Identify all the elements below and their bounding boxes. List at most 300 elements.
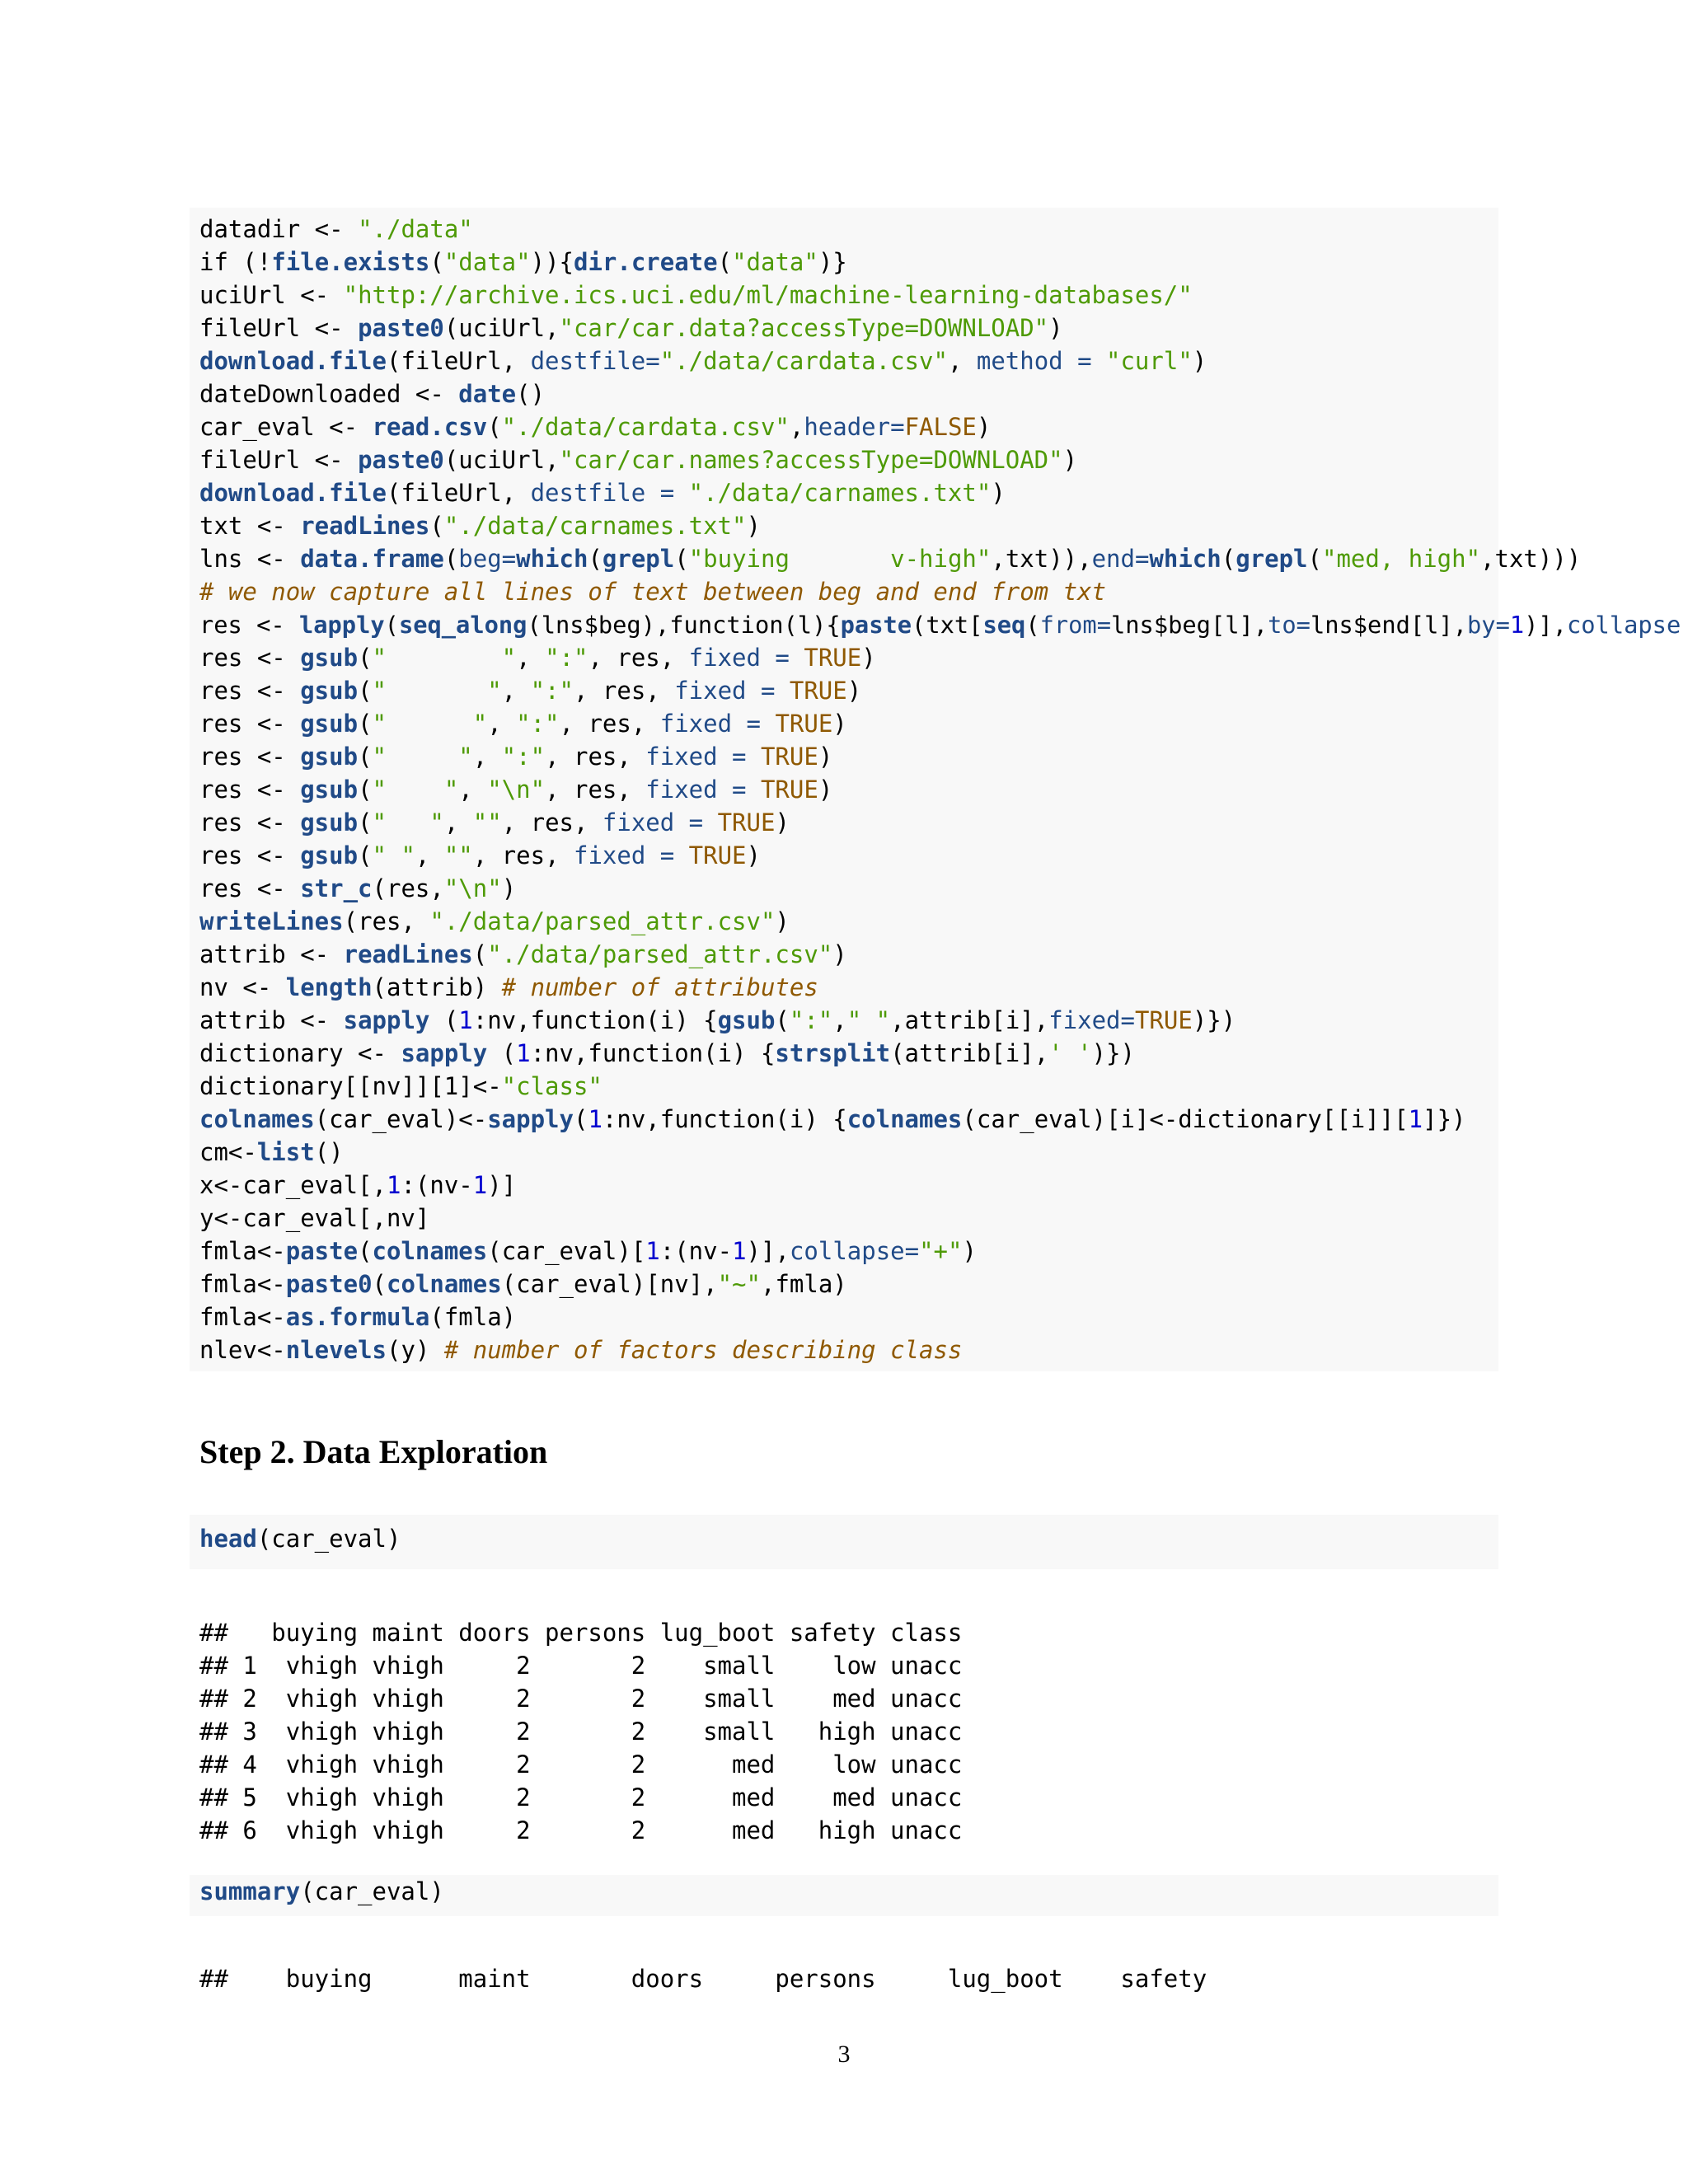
output-line: ## 2 vhigh vhigh 2 2 small med unacc bbox=[199, 1685, 963, 1713]
code-token: "" bbox=[443, 841, 473, 869]
code-token: ) bbox=[962, 1237, 977, 1265]
code-token: ) bbox=[775, 808, 790, 837]
code-token: end= bbox=[1091, 545, 1150, 573]
code-token: sapply bbox=[487, 1105, 574, 1133]
code-token: , bbox=[501, 677, 531, 705]
code-token: length bbox=[285, 973, 373, 1001]
code-token: gsub bbox=[300, 710, 359, 738]
code-token: , bbox=[487, 710, 517, 738]
code-token: 1 bbox=[516, 1039, 531, 1067]
code-token: as.formula bbox=[285, 1303, 430, 1331]
code-token: head bbox=[199, 1525, 257, 1553]
code-token: lns$beg[l], bbox=[1111, 611, 1268, 639]
code-token: attrib <- bbox=[199, 940, 344, 968]
output-line: ## 5 vhigh vhigh 2 2 med med unacc bbox=[199, 1783, 963, 1811]
code-token: uciUrl <- bbox=[199, 281, 344, 309]
code-token: lns <- bbox=[199, 545, 301, 573]
code-token: ) bbox=[991, 479, 1006, 507]
code-token: # number of factors describing class bbox=[443, 1336, 963, 1364]
code-token: FALSE bbox=[904, 413, 977, 441]
code-token: summary bbox=[199, 1877, 301, 1905]
code-token: res <- bbox=[199, 743, 301, 771]
code-token: collapse bbox=[1567, 611, 1681, 639]
code-token: TRUE bbox=[1134, 1006, 1193, 1034]
output-line: ## 6 vhigh vhigh 2 2 med high unacc bbox=[199, 1816, 963, 1844]
code-token: :nv,function(i) { bbox=[472, 1006, 718, 1034]
code-line bbox=[199, 1235, 1498, 1268]
output-line: ## 1 vhigh vhigh 2 2 small low unacc bbox=[199, 1652, 963, 1680]
code-token: paste0 bbox=[358, 446, 444, 474]
code-token: data.frame bbox=[300, 545, 444, 573]
code-token: fixed = bbox=[573, 841, 689, 869]
code-token: " " bbox=[372, 776, 459, 804]
code-token: ) bbox=[775, 907, 790, 935]
code-token: )}) bbox=[1192, 1006, 1236, 1034]
code-token: (car_eval) bbox=[300, 1877, 444, 1905]
code-line bbox=[199, 806, 1498, 839]
code-token: "./data/carnames.txt" bbox=[688, 479, 992, 507]
code-token: destfile= bbox=[530, 347, 660, 375]
code-token: gsub bbox=[300, 841, 359, 869]
code-token: colnames bbox=[372, 1237, 488, 1265]
code-token: dictionary[[nv]][1]<- bbox=[199, 1072, 502, 1100]
code-token: header= bbox=[804, 413, 905, 441]
code-token: , res, bbox=[588, 644, 689, 672]
code-token: cm<- bbox=[199, 1138, 257, 1166]
code-token: ) bbox=[746, 512, 761, 540]
code-token: ( bbox=[588, 545, 603, 573]
code-token: ( bbox=[358, 776, 373, 804]
code-token: dictionary <- bbox=[199, 1039, 401, 1067]
code-token: ( bbox=[384, 611, 399, 639]
code-line bbox=[199, 773, 1498, 806]
code-line bbox=[199, 971, 1498, 1004]
code-token: (fmla) bbox=[429, 1303, 517, 1331]
code-token: colnames bbox=[387, 1270, 502, 1298]
output-line: ## 4 vhigh vhigh 2 2 med low unacc bbox=[199, 1750, 963, 1779]
code-token: ,fmla) bbox=[760, 1270, 847, 1298]
code-token: res <- bbox=[199, 874, 301, 902]
code-token: :nv,function(i) { bbox=[602, 1105, 847, 1133]
code-token: ) bbox=[501, 874, 517, 902]
code-block-summary bbox=[190, 1875, 1498, 1916]
code-token: from= bbox=[1039, 611, 1111, 639]
code-token: TRUE bbox=[717, 808, 776, 837]
code-token: fmla<- bbox=[199, 1237, 286, 1265]
code-token: 1 bbox=[458, 1006, 473, 1034]
section-heading: Step 2. Data Exploration bbox=[199, 1433, 548, 1470]
code-token: ":" bbox=[530, 677, 574, 705]
code-token: , res, bbox=[545, 776, 646, 804]
code-line bbox=[199, 1103, 1498, 1136]
code-line bbox=[199, 443, 1498, 476]
code-token: ' ' bbox=[1048, 1039, 1092, 1067]
code-token: res <- bbox=[199, 644, 301, 672]
code-token: destfile = bbox=[530, 479, 689, 507]
code-line bbox=[199, 1202, 1498, 1235]
code-token: , res, bbox=[559, 710, 660, 738]
code-token: "~" bbox=[717, 1270, 761, 1298]
code-token: list bbox=[256, 1138, 315, 1166]
code-token: "./data/parsed_attr.csv" bbox=[429, 907, 776, 935]
code-token: " " bbox=[372, 710, 488, 738]
code-token: TRUE bbox=[804, 644, 862, 672]
code-token: "./data/cardata.csv" bbox=[659, 347, 948, 375]
code-token: " " bbox=[372, 644, 517, 672]
code-token: ( bbox=[1025, 611, 1040, 639]
code-line bbox=[199, 377, 1498, 410]
code-token: fmla<- bbox=[199, 1303, 286, 1331]
code-token: attrib <- bbox=[199, 1006, 344, 1034]
code-line bbox=[199, 740, 1498, 773]
code-line bbox=[199, 839, 1498, 872]
code-token: ( bbox=[429, 1006, 459, 1034]
code-token: ) bbox=[846, 677, 862, 705]
output-line: ## buying maint doors persons lug_boot safety bbox=[199, 1965, 1207, 1993]
code-token: download.file bbox=[199, 347, 387, 375]
output-line: ## buying maint doors persons lug_boot safety class bbox=[199, 1619, 963, 1647]
code-token: which bbox=[516, 545, 588, 573]
code-token: x<-car_eval[, bbox=[199, 1171, 387, 1199]
code-token: ) bbox=[746, 841, 761, 869]
code-token: ( bbox=[358, 808, 373, 837]
code-token: beg= bbox=[458, 545, 517, 573]
code-token: ,txt))) bbox=[1480, 545, 1582, 573]
code-token: seq_along bbox=[398, 611, 528, 639]
code-token: gsub bbox=[300, 677, 359, 705]
code-token: ( bbox=[358, 1237, 373, 1265]
code-token: fixed = bbox=[659, 710, 776, 738]
code-token: 1 bbox=[1408, 1105, 1423, 1133]
code-token: , bbox=[832, 1006, 847, 1034]
code-token: gsub bbox=[300, 743, 359, 771]
code-token: ( bbox=[358, 710, 373, 738]
code-token: ) bbox=[861, 644, 876, 672]
code-token: ( bbox=[372, 1270, 387, 1298]
code-token: , bbox=[458, 776, 488, 804]
code-token: ( bbox=[674, 545, 689, 573]
code-token: ( bbox=[358, 644, 373, 672]
code-token: TRUE bbox=[775, 710, 833, 738]
code-line bbox=[199, 608, 1681, 641]
code-token: (txt[ bbox=[912, 611, 983, 639]
code-block-head bbox=[190, 1515, 1498, 1569]
code-token: ) bbox=[832, 710, 847, 738]
code-token: seq bbox=[982, 611, 1026, 639]
code-token: (car_eval) bbox=[256, 1525, 401, 1553]
code-token: to= bbox=[1268, 611, 1311, 639]
code-token: , bbox=[472, 743, 502, 771]
code-token: , bbox=[443, 808, 473, 837]
code-token: "med, high" bbox=[1321, 545, 1481, 573]
code-token: " " bbox=[846, 1006, 891, 1034]
code-token: "" bbox=[472, 808, 502, 837]
code-token: 1 bbox=[472, 1171, 488, 1199]
code-line bbox=[199, 575, 1498, 608]
code-token: gsub bbox=[717, 1006, 776, 1034]
code-token: (res, bbox=[372, 874, 444, 902]
code-token: ) bbox=[1048, 314, 1063, 342]
code-token: ":" bbox=[545, 644, 588, 672]
code-token: gsub bbox=[300, 644, 359, 672]
code-token: 1 bbox=[386, 1171, 401, 1199]
code-token: ) bbox=[832, 940, 847, 968]
code-token: ( bbox=[775, 1006, 790, 1034]
code-token: :nv,function(i) { bbox=[530, 1039, 776, 1067]
code-line bbox=[199, 312, 1498, 344]
code-token: # we now capture all lines of text between beg and end from txt bbox=[199, 578, 1106, 606]
code-token: by= bbox=[1467, 611, 1510, 639]
code-line bbox=[199, 509, 1498, 542]
code-line bbox=[199, 1136, 1498, 1169]
code-token: paste bbox=[840, 611, 912, 639]
code-token: ,txt)), bbox=[991, 545, 1092, 573]
code-token: ( bbox=[358, 677, 373, 705]
code-token: :(nv- bbox=[401, 1171, 473, 1199]
code-token: ) bbox=[1062, 446, 1078, 474]
code-token: nlev<- bbox=[199, 1336, 286, 1364]
code-token: res <- bbox=[199, 611, 299, 639]
code-token: ) bbox=[976, 413, 992, 441]
code-token: 1 bbox=[1509, 611, 1525, 639]
code-token: ":" bbox=[516, 710, 560, 738]
code-token: )){ bbox=[530, 248, 574, 276]
code-token: () bbox=[516, 380, 546, 408]
code-token: strsplit bbox=[775, 1039, 891, 1067]
code-token: , bbox=[947, 347, 977, 375]
code-token: ( bbox=[717, 248, 733, 276]
code-token: which bbox=[1149, 545, 1221, 573]
code-token: "data" bbox=[443, 248, 531, 276]
code-line bbox=[199, 905, 1498, 938]
code-line bbox=[199, 1333, 1498, 1366]
code-line bbox=[199, 1301, 1498, 1333]
code-token: )] bbox=[487, 1171, 517, 1199]
code-token: )], bbox=[1524, 611, 1567, 639]
code-token: res <- bbox=[199, 841, 301, 869]
code-token: ) bbox=[1192, 347, 1207, 375]
code-token: , res, bbox=[573, 677, 675, 705]
code-token: y<-car_eval[,nv] bbox=[199, 1204, 430, 1232]
code-token: ( bbox=[1221, 545, 1236, 573]
code-token: (res, bbox=[343, 907, 430, 935]
code-line bbox=[199, 707, 1498, 740]
code-token: " " bbox=[372, 808, 444, 837]
code-line bbox=[199, 542, 1582, 575]
code-token: colnames bbox=[199, 1105, 315, 1133]
code-token: ( bbox=[429, 512, 444, 540]
code-line bbox=[199, 344, 1498, 377]
code-token: date bbox=[458, 380, 517, 408]
code-line bbox=[199, 1268, 1498, 1301]
output-line: ## 3 vhigh vhigh 2 2 small high unacc bbox=[199, 1718, 963, 1746]
output-summary bbox=[199, 1962, 1207, 1995]
code-token: ]}) bbox=[1423, 1105, 1466, 1133]
code-token: "curl" bbox=[1106, 347, 1193, 375]
code-token: res <- bbox=[199, 776, 301, 804]
code-line bbox=[199, 246, 1498, 279]
code-line bbox=[199, 1004, 1498, 1037]
code-token: fixed= bbox=[1048, 1006, 1135, 1034]
code-token: "\n" bbox=[443, 874, 502, 902]
code-line bbox=[199, 279, 1498, 312]
code-token: # number of attributes bbox=[501, 973, 818, 1001]
code-token: if (! bbox=[199, 248, 272, 276]
code-token: "./data/parsed_attr.csv" bbox=[487, 940, 833, 968]
code-token: res <- bbox=[199, 808, 301, 837]
code-token: " " bbox=[372, 743, 473, 771]
code-token: , res, bbox=[545, 743, 646, 771]
code-token: readLines bbox=[300, 512, 430, 540]
page-number: 3 bbox=[837, 2041, 851, 2068]
code-token: readLines bbox=[343, 940, 473, 968]
code-token: fixed = bbox=[674, 677, 790, 705]
code-token: dateDownloaded <- bbox=[199, 380, 459, 408]
code-token: (attrib[i], bbox=[890, 1039, 1049, 1067]
code-token: ( bbox=[487, 413, 502, 441]
code-token: fixed = bbox=[645, 776, 761, 804]
code-token: TRUE bbox=[789, 677, 847, 705]
code-token: "car/car.data?accessType=DOWNLOAD" bbox=[559, 314, 1049, 342]
code-token: writeLines bbox=[199, 907, 344, 935]
code-token: ( bbox=[358, 743, 373, 771]
code-token: (fileUrl, bbox=[386, 479, 531, 507]
code-line bbox=[199, 1037, 1498, 1070]
code-token: "\n" bbox=[487, 776, 546, 804]
code-token: TRUE bbox=[760, 776, 818, 804]
code-token: ( bbox=[472, 940, 488, 968]
code-line bbox=[199, 213, 1498, 246]
code-token: "./data/carnames.txt" bbox=[443, 512, 747, 540]
code-block-data-download bbox=[190, 208, 1681, 1371]
code-line bbox=[199, 476, 1498, 509]
code-token: nv <- bbox=[199, 973, 286, 1001]
code-token: ( bbox=[358, 841, 373, 869]
code-token: car_eval <- bbox=[199, 413, 373, 441]
code-token: (car_eval)[nv], bbox=[501, 1270, 718, 1298]
code-token: fileUrl <- bbox=[199, 446, 359, 474]
code-token: gsub bbox=[300, 808, 359, 837]
code-token: " " bbox=[372, 841, 415, 869]
code-token: "data" bbox=[732, 248, 818, 276]
code-line bbox=[199, 674, 1498, 707]
code-token: "car/car.names?accessType=DOWNLOAD" bbox=[559, 446, 1063, 474]
code-token: ( bbox=[1307, 545, 1322, 573]
code-token: colnames bbox=[846, 1105, 963, 1133]
code-token: grepl bbox=[1236, 545, 1308, 573]
code-token: " " bbox=[372, 677, 502, 705]
code-token: datadir <- bbox=[199, 215, 359, 243]
code-token: read.csv bbox=[372, 413, 488, 441]
code-token: 1 bbox=[732, 1237, 747, 1265]
code-token: ( bbox=[487, 1039, 517, 1067]
code-token: 1 bbox=[588, 1105, 603, 1133]
code-token: "http://archive.ics.uci.edu/ml/machine-learning-databases/" bbox=[343, 281, 1193, 309]
code-token: , res, bbox=[472, 841, 574, 869]
code-token: ,attrib[i], bbox=[890, 1006, 1049, 1034]
code-token: )} bbox=[818, 248, 847, 276]
code-token: "+" bbox=[919, 1237, 963, 1265]
code-token: lns$end[l], bbox=[1310, 611, 1468, 639]
code-token: "buying v-high" bbox=[688, 545, 992, 573]
code-token: 1 bbox=[645, 1237, 660, 1265]
code-token: res <- bbox=[199, 677, 301, 705]
code-line bbox=[199, 641, 1498, 674]
code-token: (car_eval)[ bbox=[487, 1237, 646, 1265]
code-token: download.file bbox=[199, 479, 387, 507]
code-line bbox=[199, 872, 1498, 905]
code-token: () bbox=[314, 1138, 344, 1166]
code-token: ) bbox=[818, 776, 833, 804]
code-token: ) bbox=[818, 743, 833, 771]
code-token: , bbox=[415, 841, 444, 869]
code-token: (y) bbox=[386, 1336, 444, 1364]
code-token: TRUE bbox=[760, 743, 818, 771]
code-line bbox=[199, 938, 1498, 971]
code-line bbox=[199, 410, 1498, 443]
code-token: :(nv- bbox=[659, 1237, 733, 1265]
code-token: ( bbox=[573, 1105, 588, 1133]
code-token: method = bbox=[976, 347, 1106, 375]
code-token: paste0 bbox=[358, 314, 444, 342]
code-token: file.exists bbox=[271, 248, 430, 276]
code-token: paste bbox=[285, 1237, 359, 1265]
code-token: "class" bbox=[501, 1072, 603, 1100]
code-token: fixed = bbox=[645, 743, 761, 771]
code-token: sapply bbox=[343, 1006, 430, 1034]
code-token: gsub bbox=[300, 776, 359, 804]
code-token: nlevels bbox=[285, 1336, 387, 1364]
code-token: res <- bbox=[199, 710, 301, 738]
code-token: fileUrl <- bbox=[199, 314, 359, 342]
code-line bbox=[199, 1169, 1498, 1202]
code-token: TRUE bbox=[688, 841, 747, 869]
code-token: fmla<- bbox=[199, 1270, 286, 1298]
code-token: ( bbox=[429, 248, 444, 276]
code-token: ":" bbox=[789, 1006, 833, 1034]
code-token: ( bbox=[443, 545, 459, 573]
code-token: paste0 bbox=[285, 1270, 373, 1298]
code-token: sapply bbox=[401, 1039, 488, 1067]
code-token: )], bbox=[746, 1237, 790, 1265]
code-token: (lns$beg),function(l){ bbox=[527, 611, 841, 639]
code-token: fixed = bbox=[602, 808, 718, 837]
code-token: grepl bbox=[602, 545, 675, 573]
code-token: collapse= bbox=[789, 1237, 920, 1265]
code-token: lapply bbox=[298, 611, 385, 639]
code-token: "./data/cardata.csv" bbox=[501, 413, 790, 441]
code-token: (fileUrl, bbox=[386, 347, 531, 375]
code-token: (uciUrl, bbox=[443, 446, 560, 474]
code-line bbox=[199, 1070, 1498, 1103]
code-line bbox=[199, 1875, 1498, 1908]
code-token: (car_eval)<- bbox=[314, 1105, 488, 1133]
code-token: (uciUrl, bbox=[443, 314, 560, 342]
code-token: txt <- bbox=[199, 512, 301, 540]
code-token: )}) bbox=[1091, 1039, 1135, 1067]
code-token: , bbox=[516, 644, 546, 672]
code-token: , bbox=[789, 413, 804, 441]
code-token: str_c bbox=[300, 874, 373, 902]
code-token: (car_eval)[i]<-dictionary[[i]][ bbox=[962, 1105, 1409, 1133]
code-line bbox=[199, 1522, 1498, 1555]
code-token: ":" bbox=[501, 743, 546, 771]
code-token: "./data" bbox=[358, 215, 473, 243]
code-token: fixed = bbox=[688, 644, 804, 672]
code-token: (attrib) bbox=[372, 973, 502, 1001]
code-token: , res, bbox=[501, 808, 603, 837]
output-head-table bbox=[199, 1616, 962, 1847]
